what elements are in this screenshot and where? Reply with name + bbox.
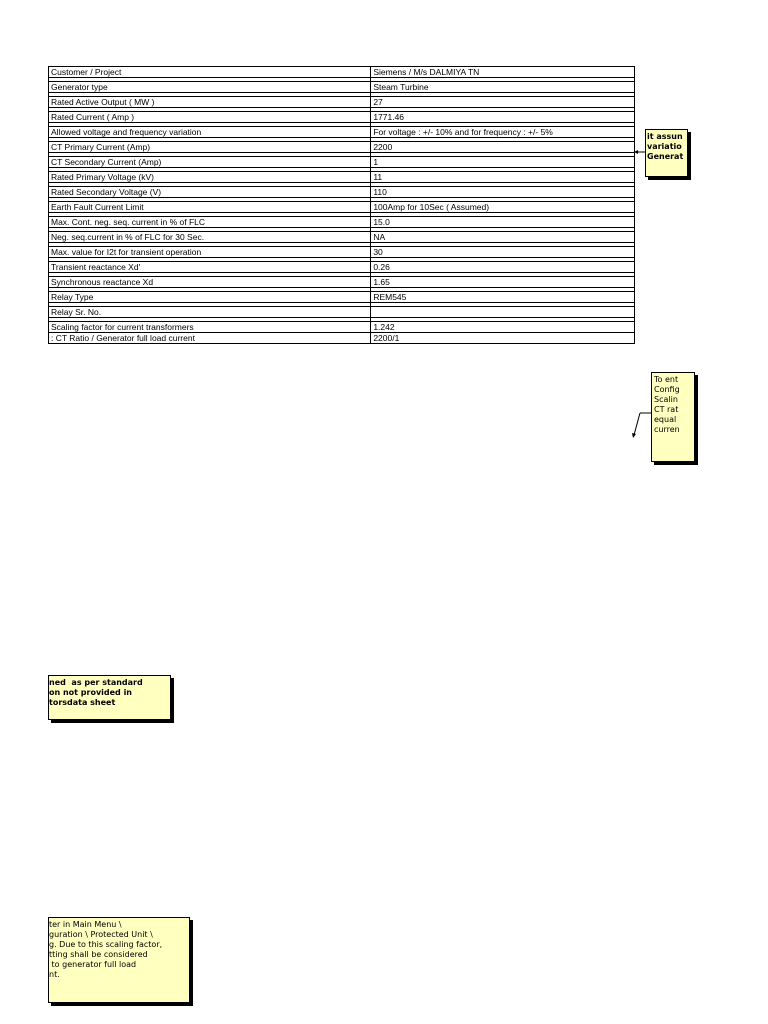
param-value[interactable]: 2200 bbox=[371, 142, 635, 153]
param-value[interactable]: 1.65 bbox=[371, 277, 635, 288]
param-value[interactable]: Siemens / M/s DALMIYA TN bbox=[371, 67, 635, 78]
param-value[interactable]: 110 bbox=[371, 187, 635, 198]
comment-note-config-right[interactable]: To ent Config Scalin CT rat equal curren bbox=[651, 372, 695, 462]
param-label[interactable]: Relay Type bbox=[49, 292, 371, 303]
comment-arrowhead bbox=[634, 150, 638, 154]
param-label[interactable]: CT Primary Current (Amp) bbox=[49, 142, 371, 153]
param-value[interactable]: REM545 bbox=[371, 292, 635, 303]
param-label[interactable]: Max. value for I2t for transient operation bbox=[49, 247, 371, 258]
param-value[interactable]: Steam Turbine bbox=[371, 82, 635, 93]
param-label[interactable]: Customer / Project bbox=[49, 67, 371, 78]
comment-note-assumed-left[interactable]: ned as per standard on not provided in torsdata sheet bbox=[48, 675, 171, 720]
param-label[interactable]: Earth Fault Current Limit bbox=[49, 202, 371, 213]
param-label[interactable]: Synchronous reactance Xd bbox=[49, 277, 371, 288]
param-label[interactable]: : CT Ratio / Generator full load current bbox=[49, 333, 371, 344]
comment-arrowhead bbox=[632, 433, 636, 438]
param-value[interactable]: 2200/1 bbox=[371, 333, 635, 344]
param-label[interactable]: Rated Primary Voltage (kV) bbox=[49, 172, 371, 183]
param-value[interactable]: 11 bbox=[371, 172, 635, 183]
param-label[interactable]: Transient reactance Xd' bbox=[49, 262, 371, 273]
comment-arrow-line bbox=[634, 413, 640, 435]
param-value[interactable]: 1 bbox=[371, 157, 635, 168]
param-value[interactable]: 100Amp for 10Sec ( Assumed) bbox=[371, 202, 635, 213]
param-value[interactable]: 1771.46 bbox=[371, 112, 635, 123]
param-label[interactable]: Generator type bbox=[49, 82, 371, 93]
param-label[interactable]: Allowed voltage and frequency variation bbox=[49, 127, 371, 138]
param-value[interactable]: For voltage : +/- 10% and for frequency : +/- 5% bbox=[371, 127, 635, 138]
param-label[interactable]: CT Secondary Current (Amp) bbox=[49, 157, 371, 168]
param-label[interactable]: Rated Active Output ( MW ) bbox=[49, 97, 371, 108]
param-value[interactable]: 27 bbox=[371, 97, 635, 108]
param-label[interactable]: Rated Secondary Voltage (V) bbox=[49, 187, 371, 198]
param-label[interactable]: Scaling factor for current transformers bbox=[49, 322, 371, 333]
param-label[interactable]: Max. Cont. neg. seq. current in % of FLC bbox=[49, 217, 371, 228]
comment-note-assumed-right[interactable]: it assun variatio Generat bbox=[645, 129, 688, 177]
param-label[interactable]: Rated Current ( Amp ) bbox=[49, 112, 371, 123]
comment-note-config-left[interactable]: ter in Main Menu \ guration \ Protected Unit \ g. Due to this scaling factor, tting shall be considered to generator full load nt. bbox=[48, 917, 190, 1003]
param-value[interactable]: 30 bbox=[371, 247, 635, 258]
param-value[interactable]: NA bbox=[371, 232, 635, 243]
param-label[interactable]: Relay Sr. No. bbox=[49, 307, 371, 318]
param-value[interactable]: 0.26 bbox=[371, 262, 635, 273]
param-value[interactable]: 15.0 bbox=[371, 217, 635, 228]
param-value[interactable]: 1.242 bbox=[371, 322, 635, 333]
param-label[interactable]: Neg. seq.current in % of FLC for 30 Sec. bbox=[49, 232, 371, 243]
